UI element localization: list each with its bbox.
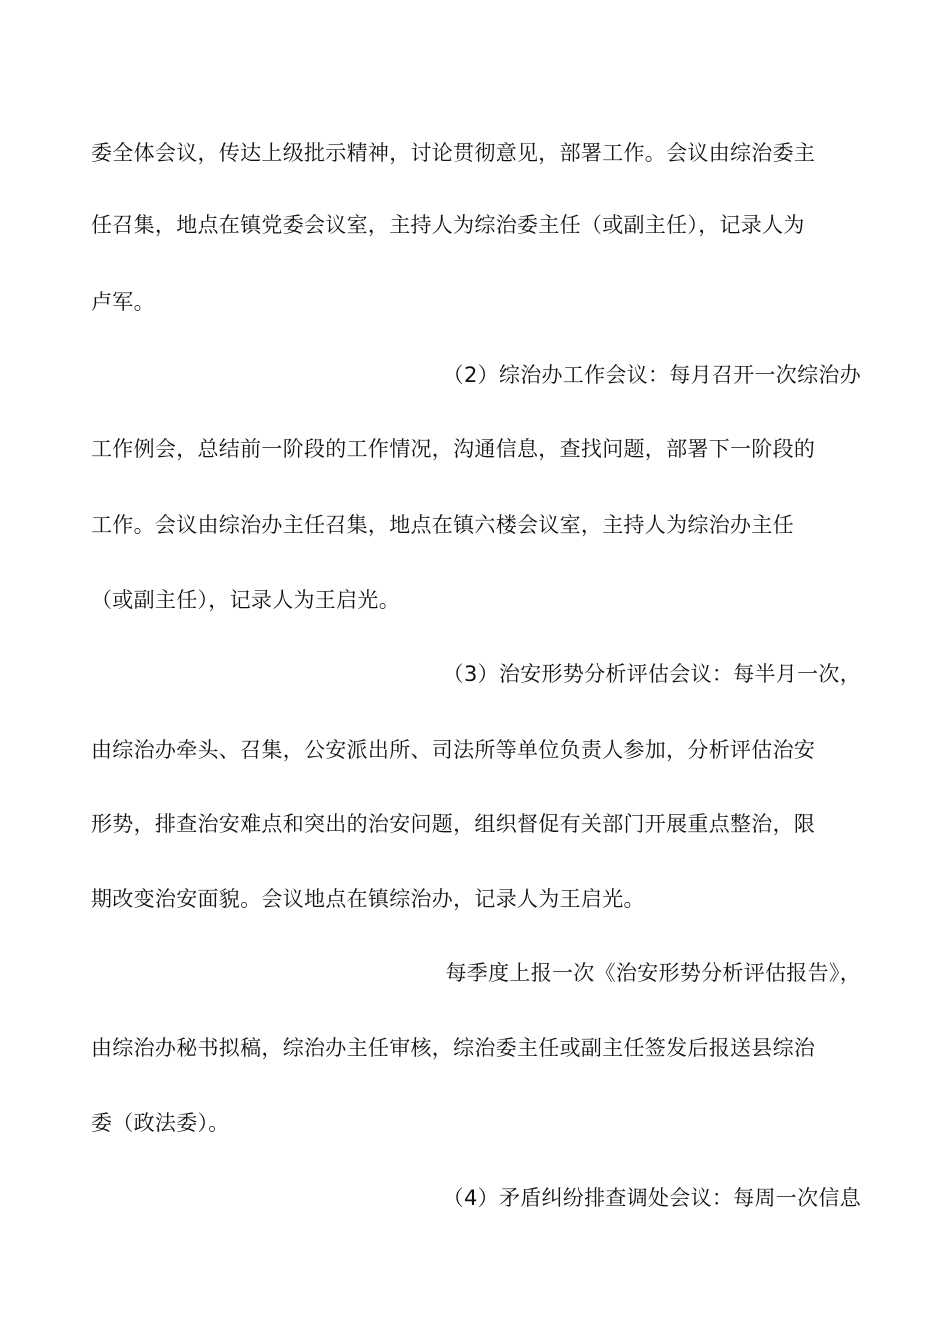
paragraph-line: 由综治办牵头、召集，公安派出所、司法所等单位负责人参加，分析评估治安 (91, 738, 816, 762)
paragraph-line: 委（政法委）。 (91, 1111, 230, 1135)
paragraph-line: 期改变治安面貌。会议地点在镇综治办，记录人为王启光。 (91, 887, 645, 911)
paragraph-line: 形势，排查治安难点和突出的治安问题，组织督促有关部门开展重点整治，限 (91, 812, 816, 836)
paragraph-line: 由综治办秘书拟稿，综治办主任审核，综治委主任或副主任签发后报送县综治 (91, 1036, 816, 1060)
paragraph-line: （或副主任），记录人为王启光。 (91, 588, 400, 612)
paragraph-line: 委全体会议，传达上级批示精神，讨论贯彻意见，部署工作。会议由综治委主 (91, 141, 816, 165)
paragraph-line: 任召集，地点在镇党委会议室，主持人为综治委主任（或副主任），记录人为 (91, 213, 805, 237)
paragraph-line: （2）综治办工作会议：每月召开一次综治办 (442, 363, 861, 387)
paragraph-line: 每季度上报一次《治安形势分析评估报告》， (445, 961, 861, 985)
paragraph-line: 工作。会议由综治办主任召集，地点在镇六楼会议室，主持人为综治办主任 (91, 513, 794, 537)
paragraph-line: （4）矛盾纠纷排查调处会议：每周一次信息 (442, 1186, 861, 1210)
paragraph-line: 卢军。 (91, 290, 155, 314)
paragraph-line: 工作例会，总结前一阶段的工作情况，沟通信息，查找问题，部署下一阶段的 (91, 437, 816, 461)
paragraph-line: （3）治安形势分析评估会议：每半月一次， (442, 662, 861, 686)
